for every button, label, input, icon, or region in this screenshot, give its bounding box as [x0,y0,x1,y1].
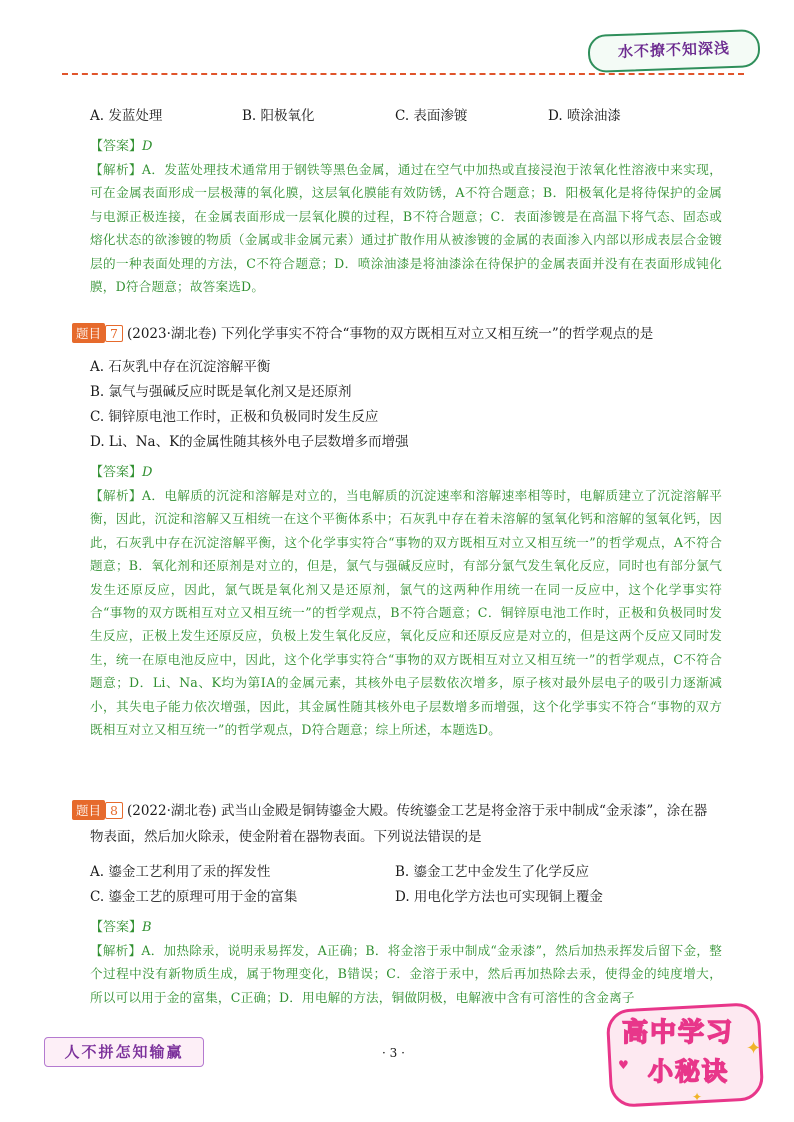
answer-label: 【答案】 [90,920,143,935]
heart-icon: ♥ [618,1058,629,1072]
q7-stem-text: (2023·湖北卷) 下列化学事实不符合“事物的双方既相互对立又相互统一”的哲学观点的是 [126,326,654,342]
question-number: 8 [105,802,123,819]
q6-answer [90,135,152,154]
answer-label: 【答案】 [90,139,143,154]
answer-value: D [142,139,153,154]
q7-explanation: 【解析】A．电解质的沉淀和溶解是对立的，当电解质的沉淀速率和溶解速率相等时，电解质建立了沉淀溶解平衡，因此，沉淀和溶解又互相统一在这个平衡体系中；石灰乳中存在着未溶解的氢氧化钙和溶解的氢氧化钙，因此，石灰乳中存在沉淀溶解平衡，这个化学事实符合“事物的双方既相互对立又相互统一”的哲学观点，A不符合题意；B．氧化剂和还原剂是对立的，但是，氯气与强碱反应时，有部分氯气发生氧化反应，同时也有部分氯气发生还原反应，因此，氯气既是氧化剂又是还原剂，氯气的这两种作用统一在同一反应中，这个化学事实符合“事物的双方既相互对立又相互统一”的哲学观点，B不符合题意；C．铜锌原电池工作时，正极和负极同时发生反应，正极上发生还原反应，负极上发生氧化反应，氧化反应和还原反应是对立的，但是这两个反应又同时发生，统一在原电池反应中，因此，这个化学事实符合“事物的双方既相互对立又相互统一”的哲学观点，C不符合题意；D．Li、Na、K均为第ⅠA的金属元素，其核外电子层数依次增多，原子核对最外层电子的吸引力逐渐减小，其失电子能力依次增强，因此，其金属性随其核外电子层数增多而增强，这个化学事实不符合“事物的双方既相互对立又相互统一”的哲学观点，D符合题意；综上所述，本题选D。 [90,488,722,738]
q8-option-b: B. 鎏金工艺中金发生了化学反应 [395,864,590,880]
sparkle-icon: ✦ [746,1038,762,1059]
question-number: 7 [105,325,123,342]
q6-option-c: C. 表面渗镀 [395,108,468,124]
q8-explanation: 【解析】A．加热除汞，说明汞易挥发，A正确；B．将金溶于汞中制成“金汞漆”，然后加热汞挥发后留下金，整个过程中没有新物质生成，属于物理变化，B错误；C．金溶于汞中，然后再加热除去汞，使得金的纯度增大，所以可以用于金的富集，C正确；D．用电解的方法，铜做阴极，电解液中含有可溶性的含金离子 [90,943,722,1005]
q8-stem-text: (2022·湖北卷) 武当山金殿是铜铸鎏金大殿。传统鎏金工艺是将金溶于汞中制成“金汞漆”，涂在器 [126,803,708,819]
q7-option-b: B. 氯气与强碱反应时既是氧化剂又是还原剂 [90,384,352,400]
q6-option-b: B. 阳极氧化 [242,108,315,124]
header-divider [62,73,744,75]
sparkle-icon: ✦ [692,1090,703,1104]
answer-value: B [142,920,152,935]
q8-option-c: C. 鎏金工艺的原理可用于金的富集 [90,889,298,905]
q7-stem [72,322,653,343]
answer-value: D [142,465,153,480]
q7-option-d: D. Li、Na、K的金属性随其核外电子层数增多而增强 [90,434,409,450]
header-motto-badge [587,29,760,73]
footer-motto-badge [44,1037,204,1067]
q8-option-a: A. 鎏金工艺利用了汞的挥发性 [90,864,271,880]
q8-answer [90,916,152,935]
answer-label: 【答案】 [90,465,143,480]
q8-option-d: D. 用电化学方法也可实现铜上覆金 [395,889,603,905]
stamp-line2: 小秘诀 [648,1057,730,1086]
q6-explanation: 【解析】A．发蓝处理技术通常用于钢铁等黑色金属，通过在空气中加热或直接浸泡于浓氧化性溶液中来实现，可在金属表面形成一层极薄的氧化膜，这层氧化膜能有效防锈，A不符合题意；B．阳极氧化是将待保护的金属与电源正极连接，在金属表面形成一层氧化膜的过程，B不符合题意；C．表面渗镀是在高温下将气态、固态或熔化状态的欲渗镀的物质（金属或非金属元素）通过扩散作用从被渗镀的金属的表面渗入内部以形成表层合金镀层的一种表面处理的方法，C不符合题意；D．喷涂油漆是将油漆涂在待保护的金属表面并没有在表面形成钝化膜，D符合题意；故答案选D。 [90,162,722,295]
question-tag: 题目 [72,800,105,820]
study-tips-stamp [604,998,764,1106]
q7-option-c: C. 铜锌原电池工作时，正极和负极同时发生反应 [90,409,379,425]
footer-motto-text: 人不拼怎知输赢 [64,1043,184,1061]
question-tag: 题目 [72,323,105,343]
q8-stem-cont: 物表面，然后加火除汞，使金附着在器物表面。下列说法错误的是 [90,829,482,845]
q6-option-a: A. 发蓝处理 [90,108,163,124]
q7-answer [90,461,152,480]
q7-option-a: A. 石灰乳中存在沉淀溶解平衡 [90,359,271,375]
q6-option-d: D. 喷涂油漆 [548,108,621,124]
header-motto-text: 水不撩不知深浅 [617,39,731,61]
page-number: · 3 · [382,1046,405,1060]
stamp-line1: 高中学习 [622,1018,735,1048]
q8-stem [72,799,707,820]
